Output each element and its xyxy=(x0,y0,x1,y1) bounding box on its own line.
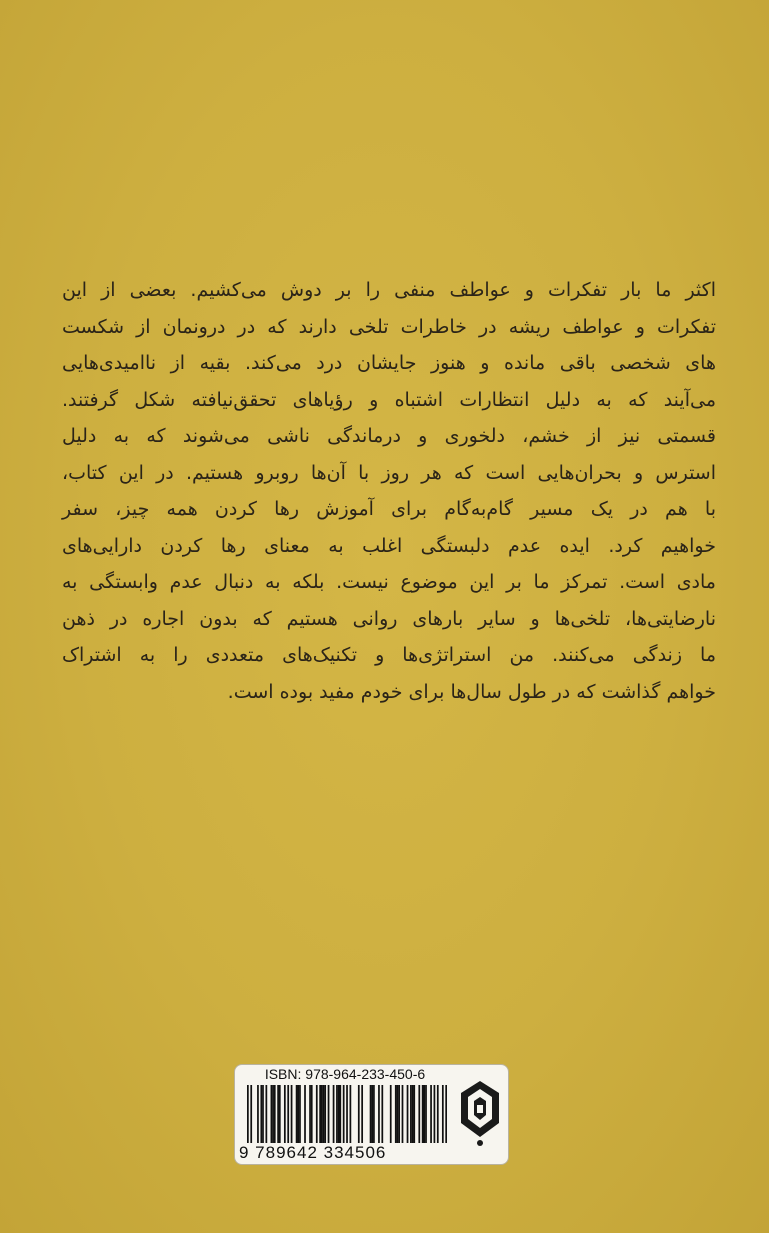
barcode-bar xyxy=(311,1085,313,1143)
barcode-bars xyxy=(247,1085,447,1143)
barcode-bar xyxy=(299,1085,301,1143)
blurb-line: استرس و بحران‌هایی است که هر روز با آن‌ها روبرو هستیم. در این کتاب، xyxy=(62,461,716,484)
blurb-line: خواهم گذاشت که در طول سال‌ها برای خودم مفید بوده است. xyxy=(227,680,716,703)
barcode-digits: 9 789642 334506 xyxy=(239,1143,387,1162)
barcode-bar xyxy=(323,1085,325,1143)
barcode-bar xyxy=(418,1085,420,1143)
barcode-bar xyxy=(398,1085,400,1143)
barcode-bar xyxy=(297,1085,299,1143)
barcode-bar xyxy=(277,1085,279,1143)
barcode-bar xyxy=(422,1085,424,1143)
barcode-bar xyxy=(423,1085,425,1143)
barcode-bar xyxy=(279,1085,281,1143)
barcode-bar xyxy=(260,1085,262,1143)
barcode-bar xyxy=(339,1085,341,1143)
barcode-bar xyxy=(291,1085,293,1143)
barcode-bar xyxy=(412,1085,414,1143)
barcode-bar xyxy=(430,1085,432,1143)
barcode-bar xyxy=(328,1085,330,1143)
barcode-bar xyxy=(287,1085,289,1143)
blurb-line: قسمتی نیز از خشم، دلخوری و درماندگی ناشی می‌شوند که به دلیل xyxy=(62,425,716,447)
barcode-bar xyxy=(265,1085,267,1143)
barcode-bar xyxy=(324,1085,326,1143)
barcode-bar xyxy=(319,1085,321,1143)
blurb-line: نارضایتی‌ها، تلخی‌ها و سایر بارهای روانی هستیم که بدون اجاره در ذهن xyxy=(62,607,716,630)
blurb-line: های شخصی باقی مانده و هنوز جایشان درد می‌کند. بقیه از ناامیدی‌هایی xyxy=(62,352,716,374)
barcode-bar xyxy=(370,1085,372,1143)
barcode-bar xyxy=(425,1085,427,1143)
barcode-bar xyxy=(321,1085,323,1143)
barcode-bar xyxy=(257,1085,259,1143)
isbn-barcode-panel xyxy=(234,1064,509,1165)
barcode-bar xyxy=(397,1085,399,1143)
barcode-bar xyxy=(395,1085,397,1143)
barcode-bar xyxy=(390,1085,392,1143)
barcode-bar xyxy=(361,1085,363,1143)
blurb-line: ما زندگی می‌کنند. من استراتژی‌ها و تکنیک‌های متعددی را به اشتراک xyxy=(62,644,716,666)
barcode-bar xyxy=(434,1085,436,1143)
barcode-bar xyxy=(333,1085,335,1143)
barcode-bar xyxy=(272,1085,274,1143)
barcode-bar xyxy=(274,1085,276,1143)
barcode-bar xyxy=(309,1085,311,1143)
barcode-bar xyxy=(410,1085,412,1143)
publisher-logo-icon xyxy=(457,1079,503,1149)
barcode-bar xyxy=(381,1085,383,1143)
barcode-bar xyxy=(284,1085,286,1143)
barcode-bar xyxy=(373,1085,375,1143)
barcode-bar xyxy=(437,1085,439,1143)
barcode-bar xyxy=(346,1085,348,1143)
blurb-line: تفکرات و عواطف ریشه در خاطرات تلخی دارند که در درونمان از شکست xyxy=(62,315,716,338)
barcode-bar xyxy=(445,1085,447,1143)
barcode-bar xyxy=(247,1085,249,1143)
isbn-label: ISBN: 978-964-233-450-6 xyxy=(264,1066,426,1082)
barcode-bar xyxy=(304,1085,306,1143)
barcode-bar xyxy=(296,1085,298,1143)
barcode-bar xyxy=(407,1085,409,1143)
barcode-bar xyxy=(402,1085,404,1143)
barcode-bar xyxy=(336,1085,338,1143)
barcode-bar xyxy=(250,1085,252,1143)
barcode-bar xyxy=(371,1085,373,1143)
blurb-line: خواهیم کرد. ایده عدم دلبستگی اغلب به معنای رها کردن دارایی‌های xyxy=(62,534,716,557)
barcode-bar xyxy=(413,1085,415,1143)
barcode-bar xyxy=(316,1085,318,1143)
barcode-bar xyxy=(271,1085,273,1143)
blurb-line: اکثر ما بار تفکرات و عواطف منفی را بر دوش می‌کشیم. بعضی از این xyxy=(62,279,716,301)
blurb-line: مادی است. تمرکز ما بر این موضوع نیست. بلکه به دنبال عدم وابستگی به xyxy=(62,571,716,593)
barcode-bar xyxy=(358,1085,360,1143)
barcode-bar xyxy=(350,1085,352,1143)
barcode-bar xyxy=(378,1085,380,1143)
barcode-bar xyxy=(442,1085,444,1143)
blurb-line: با هم در یک مسیر گام‌به‌گام برای آموزش رها کردن همه چیز، سفر xyxy=(62,498,716,520)
blurb-text xyxy=(62,272,716,710)
barcode-bar xyxy=(262,1085,264,1143)
barcode-bar xyxy=(338,1085,340,1143)
blurb-line: می‌آیند که به دلیل انتظارات اشتباه و رؤیاهای تحقق‌نیافته شکل گرفتند. xyxy=(62,388,716,411)
barcode-bar xyxy=(343,1085,345,1143)
